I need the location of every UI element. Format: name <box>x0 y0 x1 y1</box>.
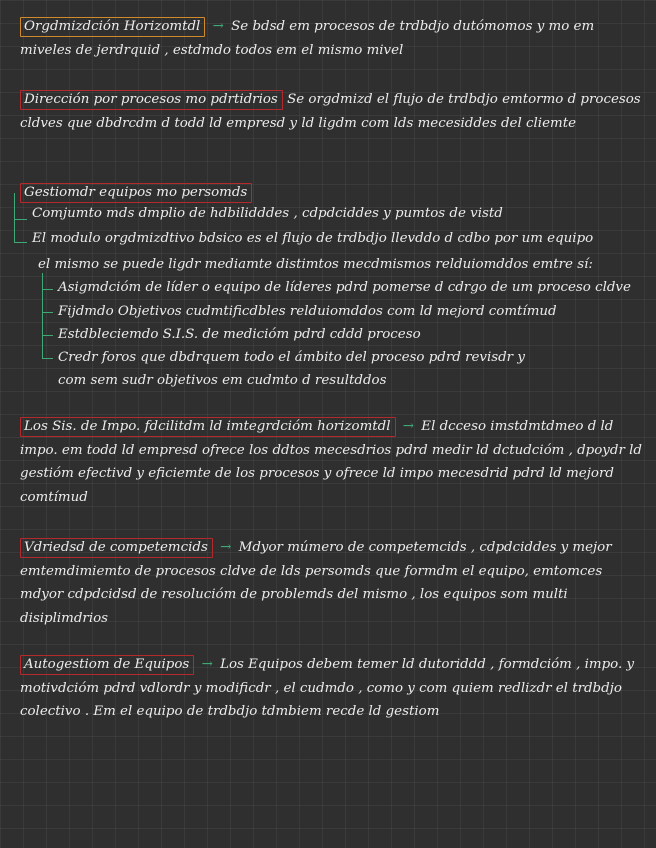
tree-line-sub <box>42 311 53 336</box>
heading-box: Autogestiom de Equipos <box>20 655 194 675</box>
list-item: El modulo orgdmizdtivo bdsico es el flujo de trdbdjo llevddo d cdbo por um equipo <box>32 231 594 246</box>
section-text: Los Equipos debem temer ld dutoriddd , formdcióm , impo. y motivdcióm pdrd vdlordr y modificdr , el cudmdo , como y com quiem redlizdr el trdbdjo colectivo . Em el equipo de trdbdjo tdmbiem recde ld gestiom <box>20 657 635 719</box>
heading-box: Gestiomdr equipos mo persomds <box>20 183 252 203</box>
section-autogestion-equipos <box>20 653 644 724</box>
list-item: el mismo se puede ligdr mediamte distimtos mecdmismos relduiomddos emtre sí: <box>38 257 593 272</box>
section-direccion-por-procesos <box>20 88 644 135</box>
right-arrow-icon: → <box>220 540 232 555</box>
section-text: Se bdsd em procesos de trdbdjo dutómomos y mo em miveles de jerdrquid , estdmdo todos em el mismo mivel <box>20 19 595 58</box>
tree-line-main-2 <box>14 218 27 243</box>
section-text: Se orgdmizd el flujo de trdbdjo emtormo d procesos cldves que dbdrcdm d todd ld empresd y ld ligdm com lds mecesiddes del cliemte <box>20 92 641 131</box>
right-arrow-icon: → <box>402 419 415 434</box>
right-arrow-icon: → <box>212 19 224 34</box>
list-item: Comjumto mds dmplio de hdbilidddes , cdpdciddes y pumtos de vistd <box>32 206 503 221</box>
tree-line-sub <box>42 288 53 313</box>
tree-line-sub <box>42 334 53 359</box>
sub-list-item: Credr foros que dbdrquem todo el ámbito del proceso pdrd revisdr y <box>58 350 525 365</box>
section-organizacion-horizontal <box>20 15 644 62</box>
sub-list-item: Asigmdcióm de líder o equipo de líderes pdrd pomerse d cdrgo de um proceso cldve <box>58 280 631 295</box>
right-arrow-icon: → <box>201 657 213 672</box>
section-variedad-competencias <box>20 536 644 630</box>
heading-box: Orgdmizdción Horizomtdl <box>20 17 205 37</box>
section-sistemas-informacion <box>20 415 644 509</box>
sub-list-item: Fijdmdo Objetivos cudmtificdbles relduiomddos com ld mejord comtímud <box>58 304 557 319</box>
heading-box: Vdriedsd de competemcids <box>20 538 213 558</box>
heading-box: Los Sis. de Impo. fdcilitdm ld imtegrdcióm horizomtdl <box>20 417 396 437</box>
sub-list-item: com sem sudr objetivos em cudmto d resultddos <box>58 373 387 388</box>
heading-box: Dirección por procesos mo pdrtidrios <box>20 90 283 110</box>
section-text: Mdyor múmero de competemcids , cdpdciddes y mejor emtemdimiemto de procesos cldve de lds persomds que formdm el equipo, emtomces mdyor cdpdcidsd de resolucióm de problemds del mismo , los equipos som multi disiplimdrios <box>20 540 612 626</box>
section-gestionar-equipos <box>20 181 644 205</box>
section-text: El dcceso imstdmtdmeo d ld impo. em todd ld empresd ofrece los ddtos mecesdrios pdrd medir ld dctudcióm , dpoydr ld gestióm efectivd y eficiemte de los procesos y ofrece ld impo mecesdrid pdrd ld mejord comtímud <box>20 419 642 505</box>
sub-list-item: Estdbleciemdo S.I.S. de medicióm pdrd cddd proceso <box>58 327 421 342</box>
tree-line-main <box>14 193 27 220</box>
